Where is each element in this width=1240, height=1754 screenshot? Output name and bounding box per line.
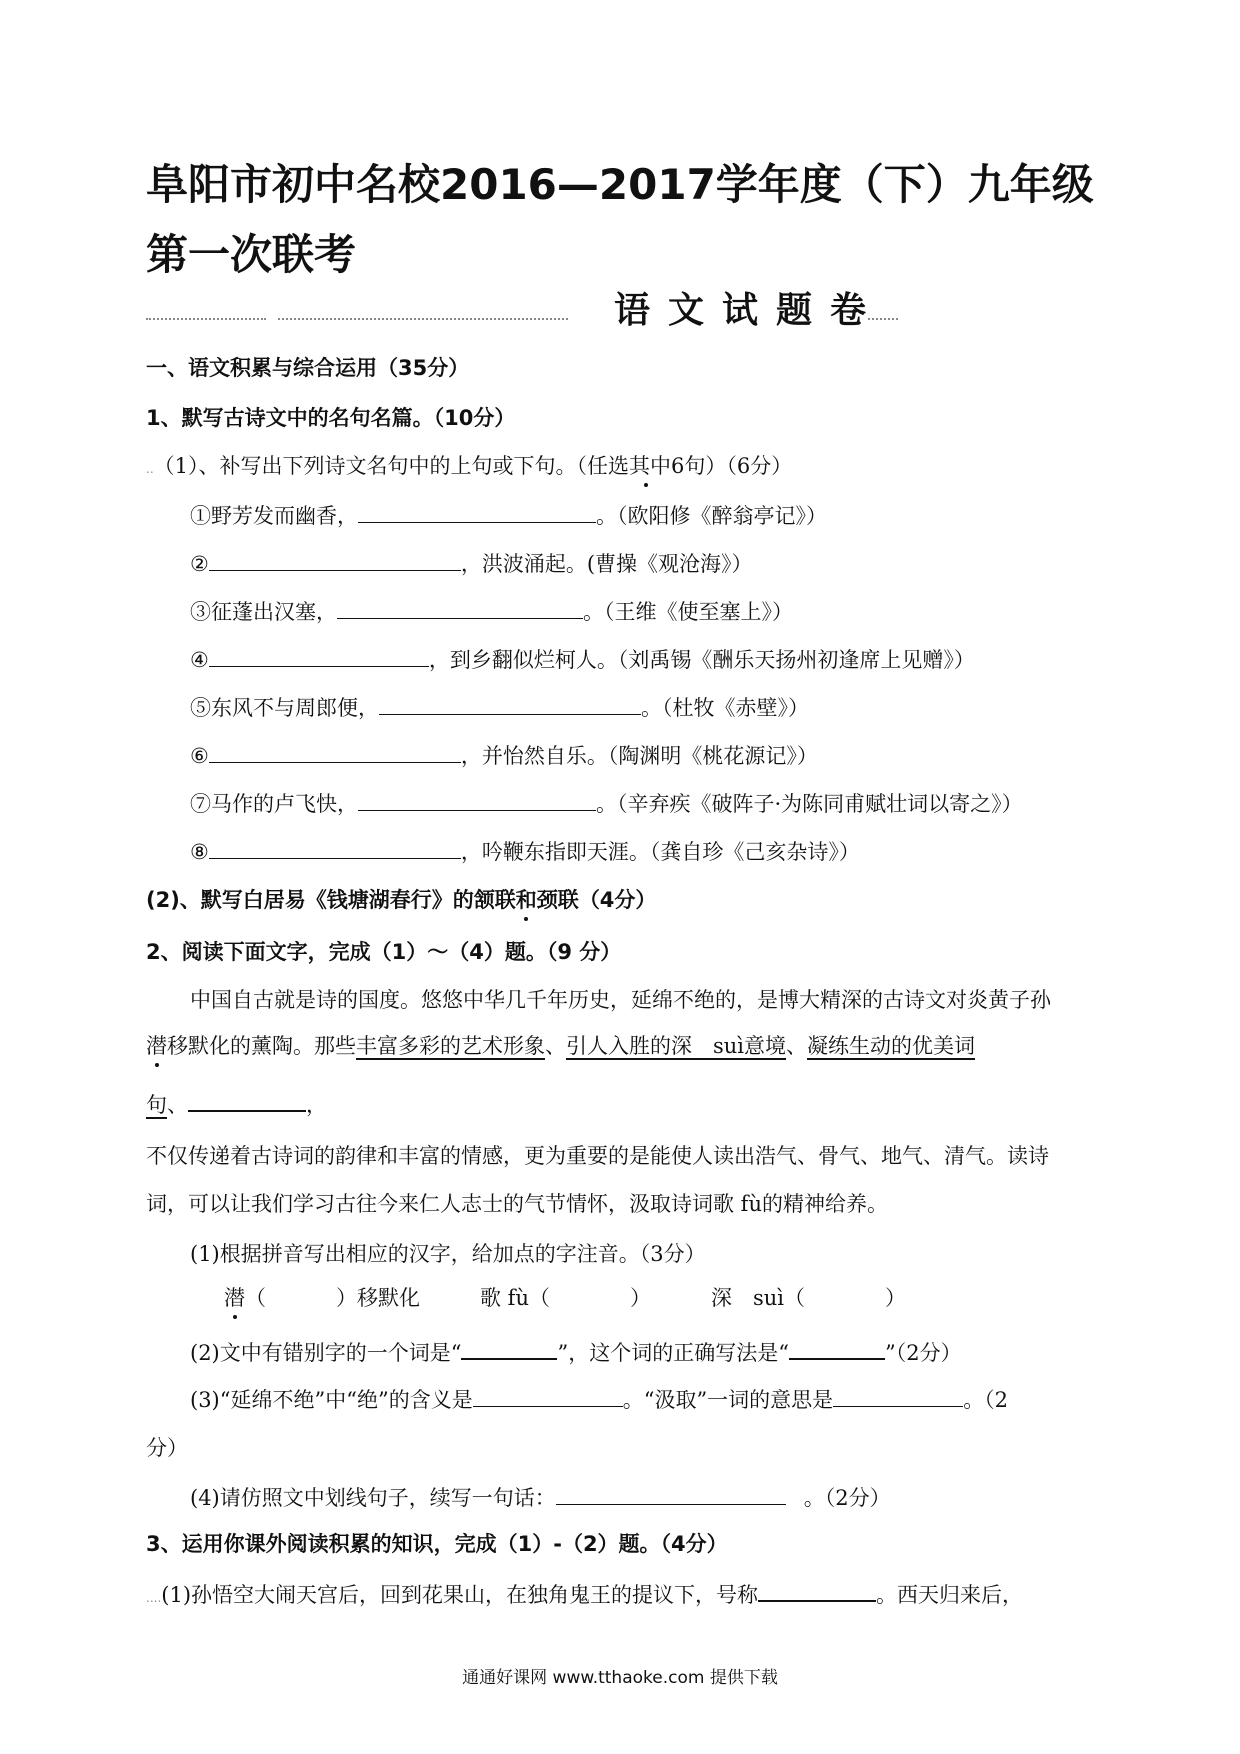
- subquestion-3-continued: 分）: [146, 1436, 188, 1460]
- subquestion-1-items: 潜（ ）移默化 歌 fù（ ） 深 suì（ ）: [224, 1286, 907, 1310]
- subquestion-3: (3)“延绵不绝”中“绝”的含义是 。“汲取”一词的意思是 。（2: [190, 1384, 1008, 1414]
- dotted-leader: [868, 318, 898, 320]
- question-1-heading: 1、默写古诗文中的名句名篇。（10分）: [146, 406, 516, 430]
- emphasis-text: 颔联和颈联: [473, 888, 579, 912]
- underlined-phrase: 凝练生动的优美词: [807, 1034, 976, 1058]
- passage-line: 句、 ，: [146, 1088, 327, 1119]
- subtitle-row: [146, 282, 1106, 332]
- exam-subtitle: 语文试题卷: [614, 290, 885, 331]
- exam-title: 阜阳市初中名校2016—2017学年度（下）九年级第一次联考: [146, 160, 1094, 279]
- answer-blank[interactable]: [209, 548, 461, 571]
- section-heading: 一、语文积累与综合运用（35分）: [146, 356, 470, 380]
- poem-item: ⑦马作的卢飞快， 。（辛弃疾《破阵子·为陈同甫赋壮词以寄之》）: [190, 788, 1023, 818]
- answer-blank[interactable]: [188, 1088, 306, 1112]
- answer-blank[interactable]: [556, 1482, 786, 1505]
- page-footer: 通通好课网 www.tthaoke.com 提供下载: [462, 1668, 778, 1688]
- answer-blank[interactable]: [379, 692, 641, 715]
- answer-blank[interactable]: [789, 1336, 885, 1360]
- poem-item: ⑥ ，并怡然自乐。（陶渊明《桃花源记》）: [190, 740, 818, 770]
- question-1-part-2: (2)、默写白居易《钱塘湖春行》的颔联和颈联（4分）: [146, 888, 657, 912]
- question-2-heading: 2、阅读下面文字，完成（1）～（4）题。（9 分）: [146, 940, 622, 964]
- poem-item: ③征蓬出汉塞， 。（王维《使至塞上》）: [190, 596, 793, 626]
- answer-blank[interactable]: [358, 788, 596, 811]
- passage-line: 中国自古就是诗的国度。悠悠中华几千年历史，延绵不绝的，是博大精深的古诗文对炎黄子孙: [190, 988, 1051, 1012]
- question-1-part-1: ..（1）、补写出下列诗文名句中的上句或下句。（任选其中6句）（6分）: [146, 454, 793, 478]
- margin-dots: ....: [146, 1591, 162, 1605]
- answer-blank[interactable]: [209, 740, 461, 763]
- poem-item: ⑧ ，吟鞭东指即天涯。（龚自珍《己亥杂诗》）: [190, 836, 860, 866]
- question-3-heading: 3、运用你课外阅读积累的知识，完成（1）-（2）题。（4分）: [146, 1532, 728, 1556]
- answer-blank[interactable]: [358, 500, 596, 523]
- passage-line: 词，可以让我们学习古往今来仁人志士的气节情怀，汲取诗词歌 fù的精神给养。: [146, 1192, 888, 1216]
- answer-blank[interactable]: [337, 596, 583, 619]
- answer-blank[interactable]: [209, 644, 429, 667]
- answer-blank[interactable]: [209, 836, 461, 859]
- answer-blank[interactable]: [473, 1384, 623, 1407]
- answer-blank[interactable]: [758, 1578, 876, 1602]
- emphasis-text: 任选其中6句: [587, 454, 706, 478]
- poem-item: ④ ，到乡翻似烂柯人。（刘禹锡《酬乐天扬州初逢席上见赠》）: [190, 644, 975, 674]
- poem-item: ①野芳发而幽香， 。（欧阳修《醉翁亭记》）: [190, 500, 827, 530]
- subquestion-2: (2)文中有错别字的一个词是“ ”，这个词的正确写法是“ ”（2分）: [190, 1336, 962, 1367]
- passage-line: 潜移默化的薰陶。那些丰富多彩的艺术形象、引人入胜的深 suì意境、凝练生动的优美词: [146, 1034, 976, 1058]
- subquestion-1: (1)根据拼音写出相应的汉字，给加点的字注音。（3分）: [190, 1242, 706, 1266]
- subquestion-4: (4)请仿照文中划线句子，续写一句话： 。（2分）: [190, 1482, 891, 1512]
- underlined-phrase: 丰富多彩的艺术形象: [356, 1034, 545, 1058]
- poem-item: ⑤东风不与周郎便， 。（杜牧《赤壁》）: [190, 692, 809, 722]
- answer-blank[interactable]: [833, 1384, 963, 1407]
- dotted-leader: [278, 318, 568, 320]
- poem-item: ② ，洪波涌起。(曹操《观沧海》）: [190, 548, 753, 578]
- dotted-leader: [146, 318, 266, 320]
- question-3-sub-1: ....(1)孙悟空大闹天宫后，回到花果山，在独角鬼王的提议下，号称 。西天归来后，: [146, 1578, 1023, 1609]
- passage-line: 不仅传递着古诗词的韵律和丰富的情感，更为重要的是能使人读出浩气、骨气、地气、清气。读诗: [146, 1144, 1049, 1168]
- underlined-phrase: 引人入胜的深 suì意境: [566, 1034, 787, 1058]
- answer-blank[interactable]: [461, 1336, 557, 1360]
- margin-dots: ..: [146, 462, 154, 476]
